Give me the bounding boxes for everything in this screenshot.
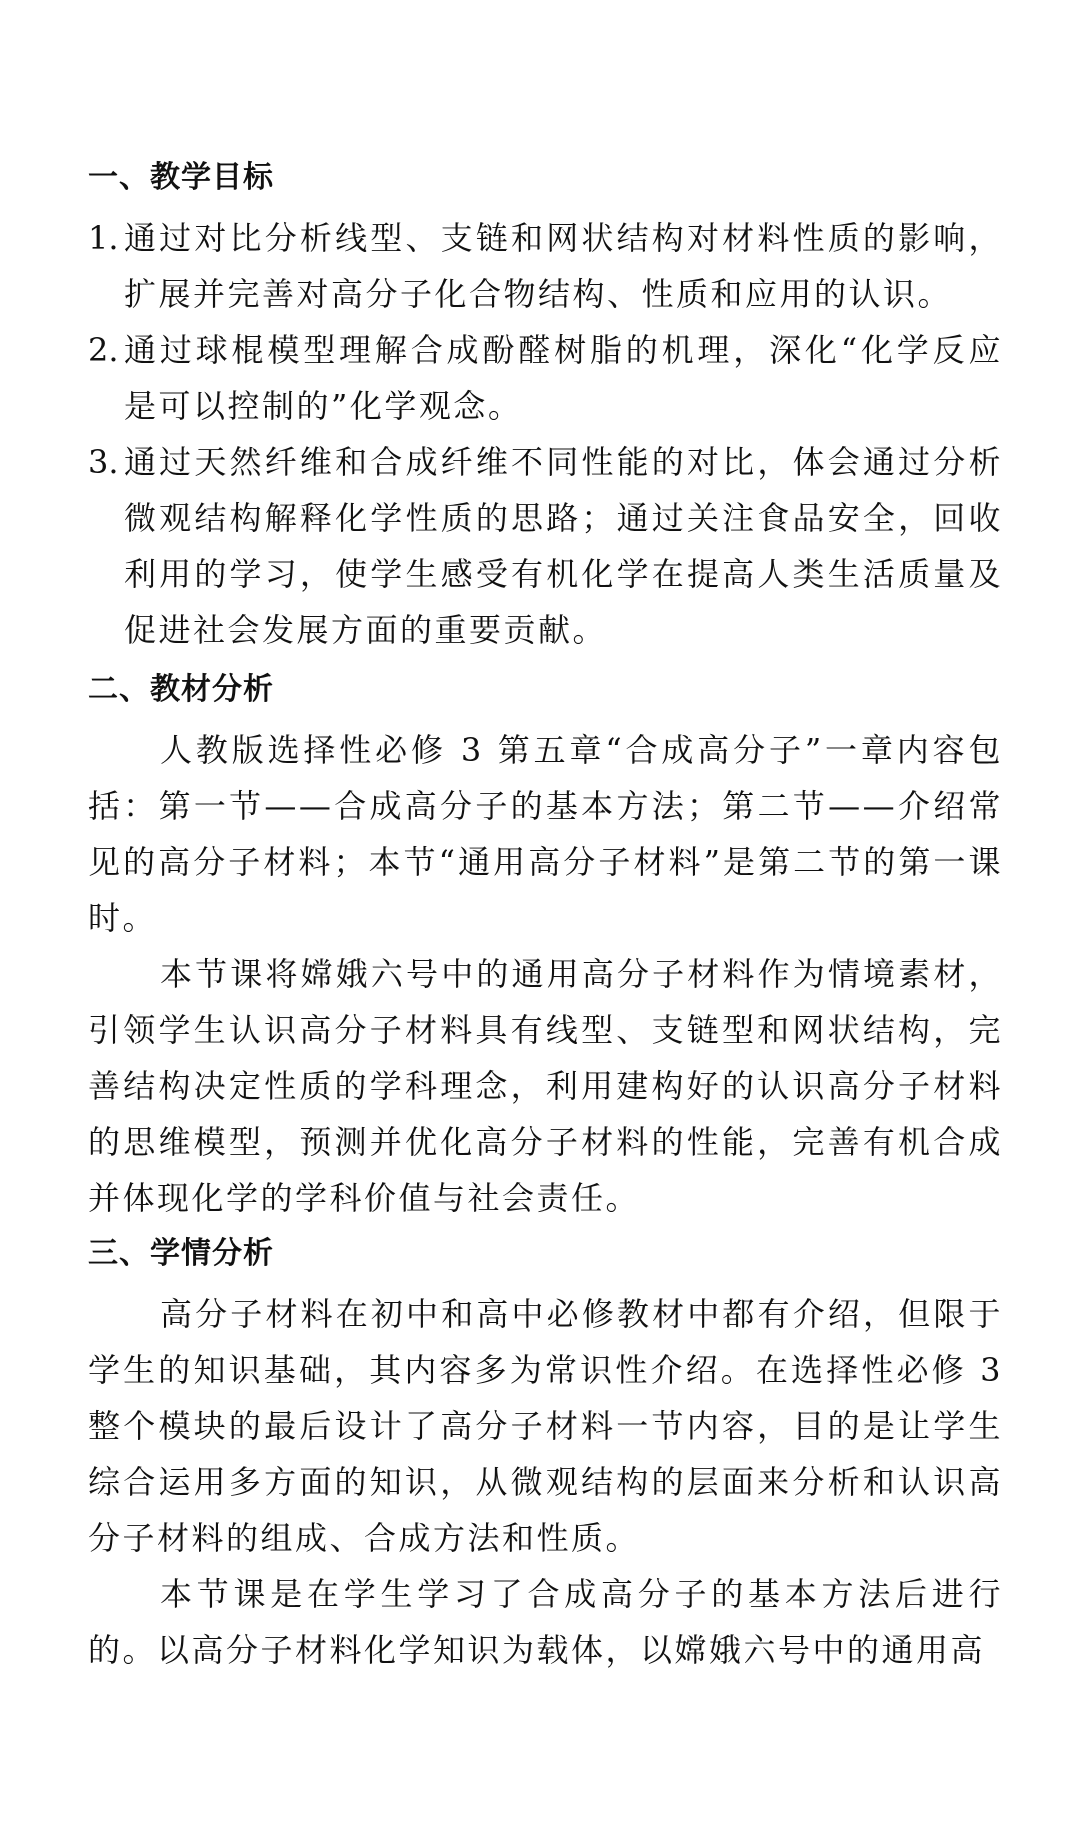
objective-number: 3. — [88, 443, 119, 481]
section-heading-textbook: 二、教材分析 — [88, 672, 274, 707]
section-learner-analysis — [88, 1226, 1003, 1678]
textbook-paragraph-1: 人教版选择性必修 3 第五章“合成高分子”一章内容包括：第一节——合成高分子的基本方法；第二节——介绍常见的高分子材料；本节“通用高分子材料”是第二节的第一课时。 — [88, 731, 1003, 937]
section-teaching-objectives — [88, 150, 1003, 658]
objective-number: 2. — [88, 331, 119, 369]
objectives-list — [88, 210, 1003, 658]
document-page — [88, 150, 1003, 1678]
objective-text: 通过天然纤维和合成纤维不同性能的对比，体会通过分析微观结构解释化学性质的思路；通过关注食品安全，回收利用的学习，使学生感受有机化学在提高人类生活质量及促进社会发展方面的重要贡献。 — [124, 443, 1003, 649]
objective-item-1 — [88, 210, 1003, 322]
objective-number: 1. — [88, 219, 119, 257]
objective-item-2 — [88, 322, 1003, 434]
learner-paragraph-1: 高分子材料在初中和高中必修教材中都有介绍，但限于学生的知识基础，其内容多为常识性介绍。在选择性必修 3 整个模块的最后设计了高分子材料一节内容，目的是让学生综合运用多方面的知识，从微观结构的层面来分析和认识高分子材料的组成、合成方法和性质。 — [88, 1295, 1003, 1557]
objective-item-3 — [88, 434, 1003, 658]
objective-text: 通过对比分析线型、支链和网状结构对材料性质的影响，扩展并完善对高分子化合物结构、性质和应用的认识。 — [124, 219, 1003, 313]
learner-paragraph-2: 本节课是在学生学习了合成高分子的基本方法后进行的。以高分子材料化学知识为载体，以嫦娥六号中的通用高 — [88, 1575, 1003, 1669]
section-heading-learners: 三、学情分析 — [88, 1236, 274, 1271]
objective-text: 通过球棍模型理解合成酚醛树脂的机理，深化“化学反应是可以控制的”化学观念。 — [124, 331, 1003, 425]
section-heading-objectives: 一、教学目标 — [88, 160, 274, 195]
section-textbook-analysis — [88, 662, 1003, 1226]
textbook-paragraph-2: 本节课将嫦娥六号中的通用高分子材料作为情境素材，引领学生认识高分子材料具有线型、支链型和网状结构，完善结构决定性质的学科理念，利用建构好的认识高分子材料的思维模型，预测并优化高分子材料的性能，完善有机合成并体现化学的学科价值与社会责任。 — [88, 955, 1003, 1217]
